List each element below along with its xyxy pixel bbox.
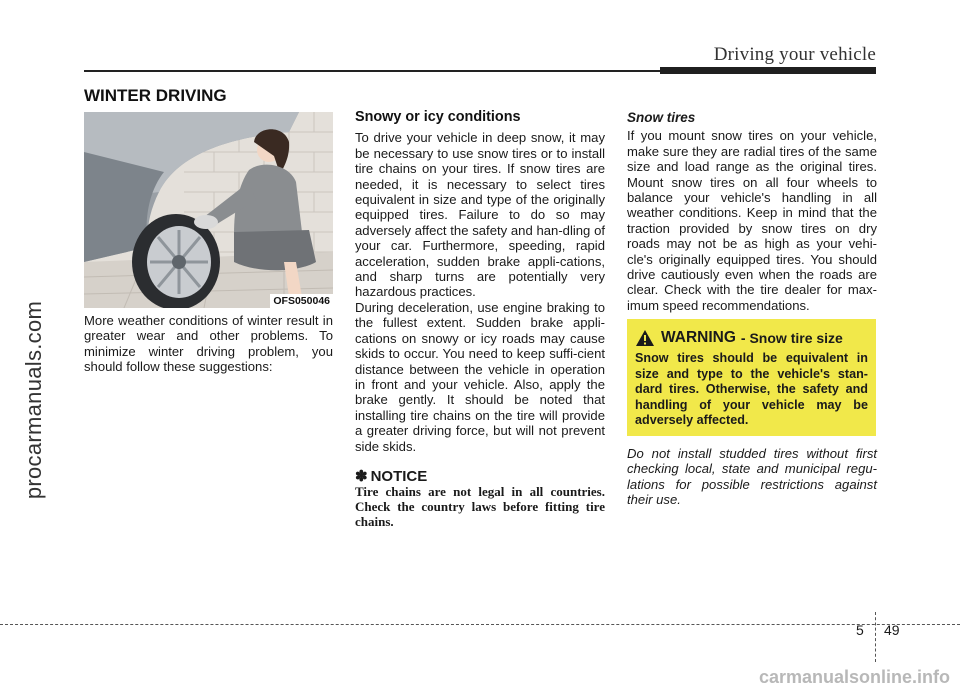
chapter-number: 5 bbox=[856, 622, 864, 638]
figure-woman-fitting-snow-tire bbox=[84, 112, 333, 308]
header-bar bbox=[660, 67, 876, 74]
header-title: Driving your vehicle bbox=[713, 44, 876, 65]
snowy-conditions-heading: Snowy or icy conditions bbox=[355, 109, 521, 125]
column-1 bbox=[84, 313, 333, 375]
warning-triangle-icon bbox=[635, 329, 655, 347]
snowy-paragraph-1: To drive your vehicle in deep snow, it may be necessary to use snow tires or to install tire chains on your tires. If snow tires are needed, it is necessary to select tires equivalent in size and type of the originally equipped tires. Failure to do so may adversely affect the safety and han-dling of your car. Furthermore, speeding, rapid acceleration, sudden brake appli-cations, and sharp turns are potentially very hazardous practices. bbox=[355, 130, 605, 300]
notice-heading bbox=[355, 469, 605, 484]
warning-subtitle: - Snow tire size bbox=[740, 330, 843, 346]
figure-caption: OFS050046 bbox=[270, 294, 333, 308]
notice-label: NOTICE bbox=[370, 467, 428, 485]
column-2 bbox=[355, 110, 605, 529]
column-3-note bbox=[627, 446, 877, 508]
snow-tires-paragraph: If you mount snow tires on your vehicle, make sure they are radial tires of the same size and load range as the original tires. Mount snow tires on all four wheels to balance your vehicle's handling in all weather conditions. Keep in mind that the traction provided by snow tires on dry roads may not be as high as your vehi-cle's originally equipped tires. You should drive cautiously even when the roads are clear. Check with the tire dealer for max-imum speed recommendations. bbox=[627, 128, 877, 313]
section-title: WINTER DRIVING bbox=[84, 86, 227, 105]
header-rule bbox=[84, 70, 660, 72]
notice-star-icon: ✽ bbox=[355, 467, 368, 485]
footer-divider bbox=[875, 612, 876, 662]
bottom-watermark: carmanualsonline.info bbox=[758, 667, 950, 687]
snowy-paragraph-2: During deceleration, use engine braking to the fullest extent. Sudden brake appli-cations on snowy or icy roads may cause skids to occur. You need to keep suffi-cient distance between the vehicle in operation in front and your vehicle. Also, apply the brake gently. It should be noted that installing tire chains on the tire will provide a greater driving force, but will not prevent side skids. bbox=[355, 299, 605, 454]
side-watermark: procarmanuals.com bbox=[21, 300, 46, 500]
warning-box bbox=[627, 319, 876, 436]
warning-title bbox=[635, 329, 868, 347]
illustration bbox=[84, 112, 333, 308]
page-number: 49 bbox=[884, 622, 900, 638]
column-3 bbox=[627, 110, 877, 313]
notice-body: Tire chains are not legal in all countries. Check the country laws before fitting tire chains. bbox=[355, 484, 605, 530]
snow-tires-heading: Snow tires bbox=[627, 110, 696, 125]
studded-tires-note: Do not install studded tires without first checking local, state and municipal regu-lations for possible restrictions against their use. bbox=[627, 446, 877, 508]
intro-paragraph: More weather conditions of winter result in greater wear and other problems. To minimize winter driving problem, you should follow these suggestions: bbox=[84, 313, 333, 375]
warning-body: Snow tires should be equivalent in size and type to the vehicle's stan-dard tires. Otherwise, the safety and handling of your vehicle may be adversely affected. bbox=[635, 351, 868, 428]
warning-word: WARNING bbox=[661, 329, 736, 346]
footer-rule bbox=[0, 624, 960, 625]
